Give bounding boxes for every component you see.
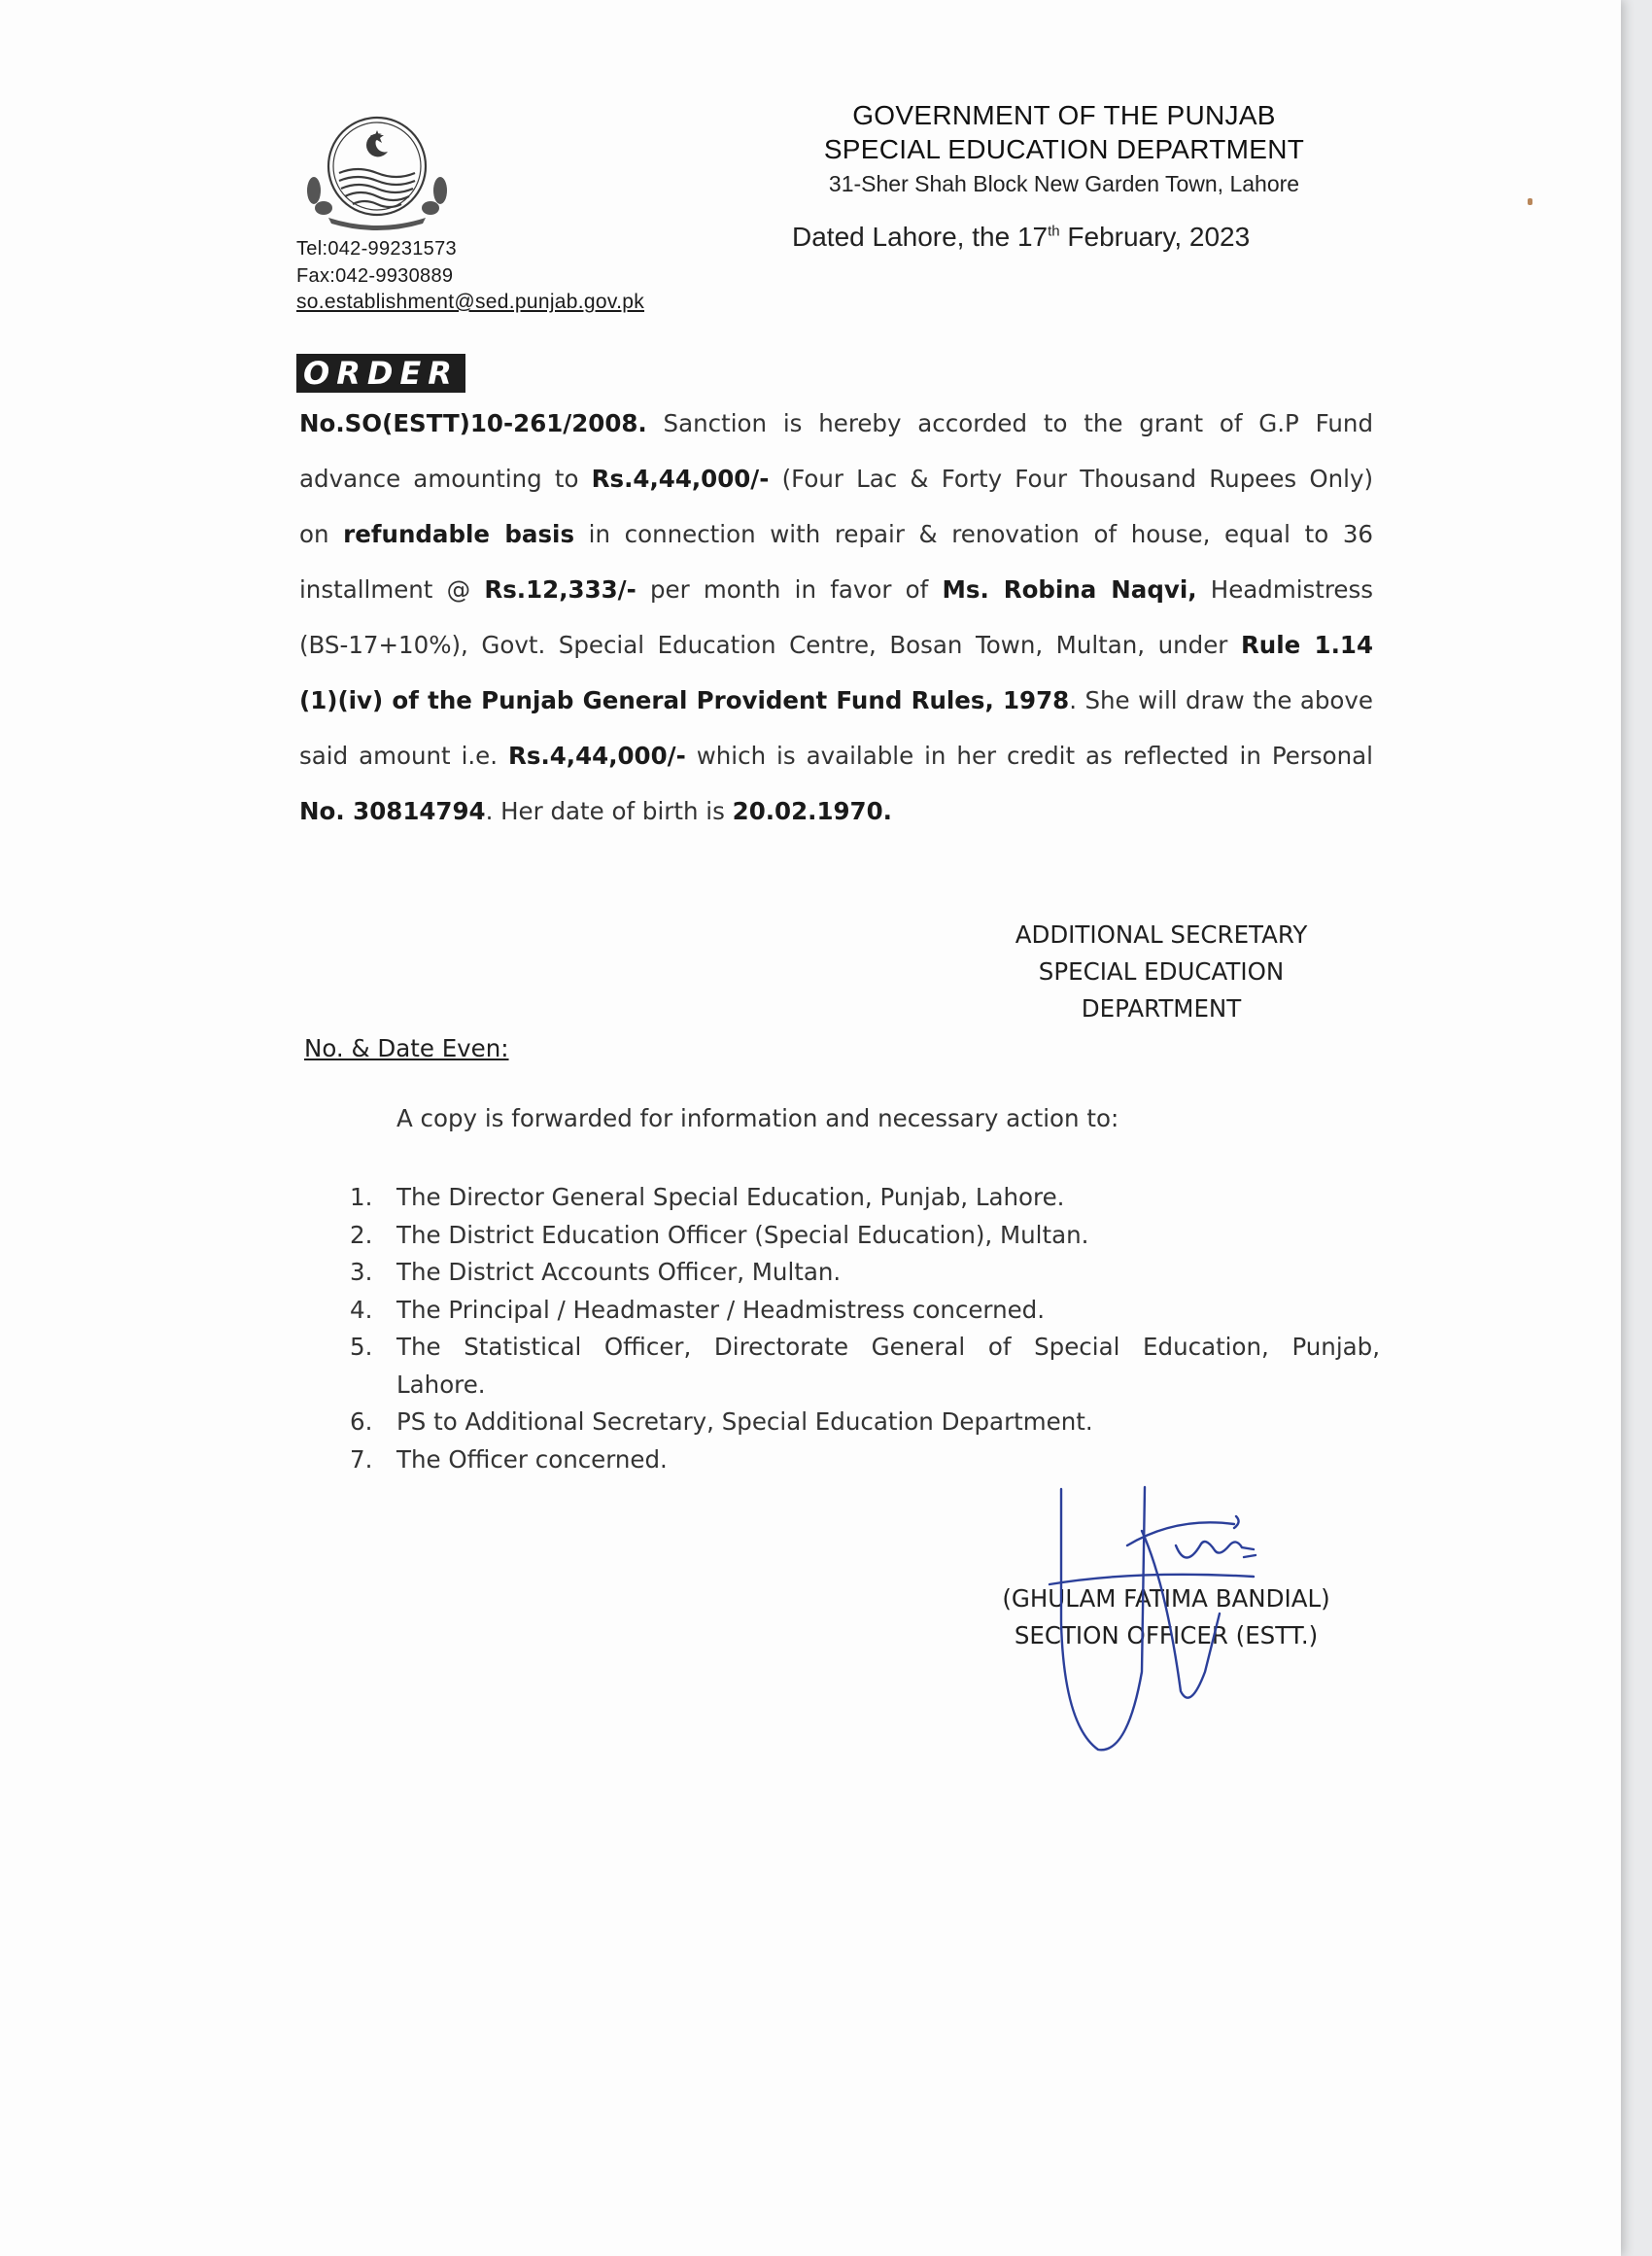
designation-line3: DEPARTMENT xyxy=(1081,994,1242,1023)
order-paragraph: No.SO(ESTT)10-261/2008. Sanction is hereby accorded to the grant of G.P Fund advance amounting to Rs.4,44,000/- (Four Lac & Forty Four Thousand Rupees Only) on refundable basis in connection with repair & renovation of house, equal to 36 installment @ Rs.12,333/- per month in favor of Ms. Robina Naqvi, Headmistress (BS-17+10%), Govt. Special Education Centre, Bosan Town, Multan, under Rule 1.14 (1)(iv) of the Punjab General Provident Fund Rules, 1978. She will draw the above said amount i.e. Rs.4,44,000/- which is available in her credit as reflected in Personal No. 30814794. Her date of birth is 20.02.1970. xyxy=(299,409,1374,825)
fax-number: Fax:042-9930889 xyxy=(296,265,454,287)
handwritten-signature xyxy=(1020,1477,1312,1759)
order-heading: ORDER xyxy=(296,354,465,393)
paper-speck xyxy=(1528,198,1532,205)
list-item: 3. The District Accounts Officer, Multan. xyxy=(350,1258,842,1286)
punjab-government-emblem-icon xyxy=(304,113,450,233)
department-address: 31-Sher Shah Block New Garden Town, Lahore xyxy=(828,171,1300,196)
email-link[interactable]: so.establishment@sed.punjab.gov.pk xyxy=(296,291,645,313)
recipient-list xyxy=(350,1179,1380,1478)
list-item: 5. The Statistical Officer, Directorate General of Special Education, Punjab, Lahore. xyxy=(350,1333,1380,1399)
date-line: Dated Lahore, the 17th February, 2023 xyxy=(792,222,1251,252)
list-item: 6. PS to Additional Secretary, Special Education Department. xyxy=(350,1407,1093,1436)
no-and-date-even: No. & Date Even: xyxy=(304,1034,509,1062)
list-item: 7. The Officer concerned. xyxy=(350,1444,668,1474)
tel-number: Tel:042-99231573 xyxy=(296,238,457,260)
signatory-name: (GHULAM FATIMA BANDIAL) xyxy=(1002,1584,1330,1613)
designation-line1: ADDITIONAL SECRETARY xyxy=(1015,920,1308,949)
list-item: 1. The Director General Special Education, Punjab, Lahore. xyxy=(350,1183,1065,1211)
list-item: 4. The Principal / Headmaster / Headmistress concerned. xyxy=(350,1295,1046,1324)
designation-line2: SPECIAL EDUCATION xyxy=(1038,957,1285,986)
department-title: SPECIAL EDUCATION DEPARTMENT xyxy=(823,134,1305,164)
list-item: 2. The District Education Officer (Special Education), Multan. xyxy=(350,1220,1089,1249)
govt-title: GOVERNMENT OF THE PUNJAB xyxy=(852,100,1276,130)
signatory-title: SECTION OFFICER (ESTT.) xyxy=(1014,1621,1319,1649)
copy-forwarded-text: A copy is forwarded for information and necessary action to: xyxy=(396,1104,1119,1132)
